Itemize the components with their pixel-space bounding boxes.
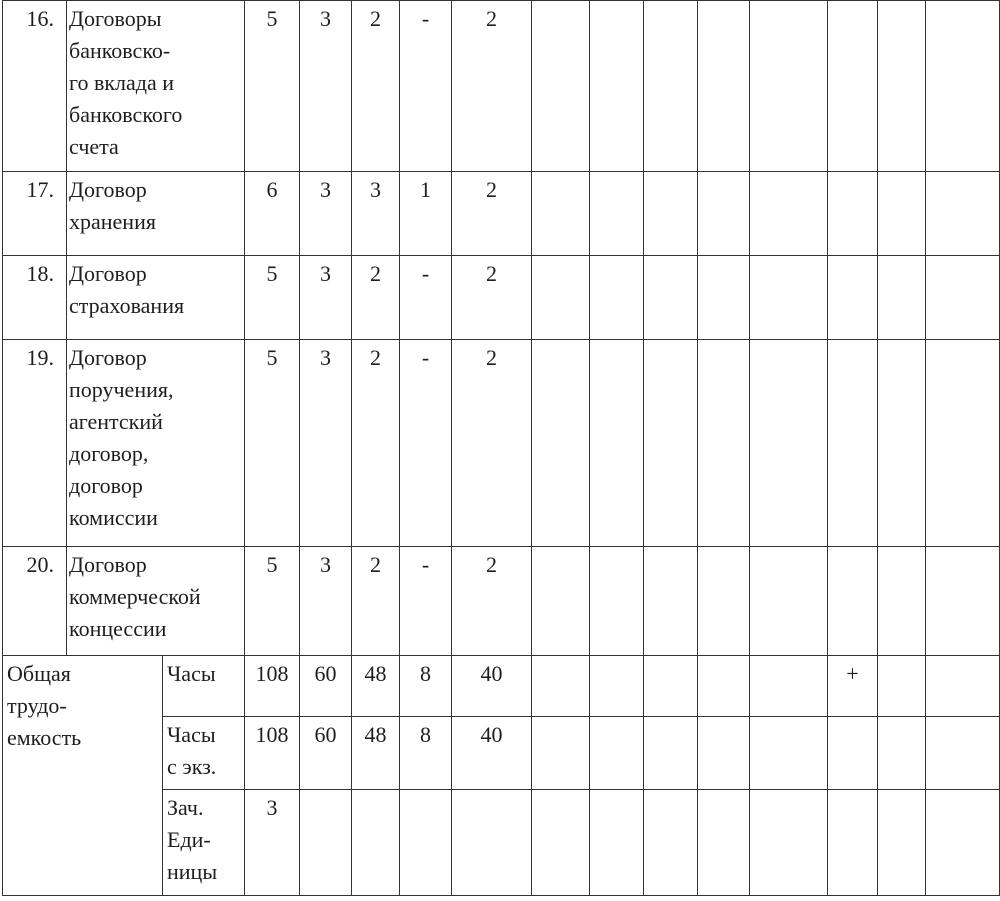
classroom-hours-cell: 60	[300, 717, 352, 790]
lecture-hours-cell: 2	[352, 547, 400, 656]
empty-cell	[698, 172, 750, 256]
self-study-hours-cell: 2	[452, 256, 532, 340]
empty-cell	[750, 717, 828, 790]
empty-cell	[698, 717, 750, 790]
lecture-hours-cell: 2	[352, 256, 400, 340]
empty-cell	[878, 790, 926, 896]
classroom-hours-cell: 3	[300, 340, 352, 547]
empty-cell	[590, 256, 644, 340]
empty-cell	[532, 547, 590, 656]
self-study-hours-cell: 2	[452, 547, 532, 656]
table-row	[3, 256, 1000, 340]
lecture-hours-cell: 3	[352, 172, 400, 256]
row-number: 17.	[3, 172, 67, 256]
empty-cell	[452, 790, 532, 896]
empty-cell	[532, 717, 590, 790]
table-row	[3, 1, 1000, 172]
course-hours-table	[2, 0, 1000, 896]
exam-mark-cell: +	[828, 656, 878, 717]
empty-cell	[878, 172, 926, 256]
total-hours-cell: 5	[245, 256, 300, 340]
empty-cell	[644, 340, 698, 547]
classroom-hours-cell: 3	[300, 1, 352, 172]
credit-units-cell: 3	[245, 790, 300, 896]
empty-cell	[878, 256, 926, 340]
total-hours-cell: 108	[245, 656, 300, 717]
total-hours-cell: 6	[245, 172, 300, 256]
self-study-hours-cell: 40	[452, 656, 532, 717]
empty-cell	[532, 790, 590, 896]
self-study-hours-cell: 2	[452, 1, 532, 172]
empty-cell	[828, 717, 878, 790]
empty-cell	[590, 547, 644, 656]
table-row	[3, 547, 1000, 656]
empty-cell	[590, 790, 644, 896]
empty-cell	[828, 172, 878, 256]
empty-cell	[750, 656, 828, 717]
empty-cell	[532, 172, 590, 256]
empty-cell	[750, 790, 828, 896]
empty-cell	[878, 717, 926, 790]
topic-name: Договор хранения	[67, 172, 245, 256]
empty-cell	[926, 256, 1000, 340]
empty-cell	[698, 790, 750, 896]
self-study-hours-cell: 2	[452, 172, 532, 256]
empty-cell	[644, 172, 698, 256]
empty-cell	[750, 256, 828, 340]
empty-cell	[878, 1, 926, 172]
empty-cell	[352, 790, 400, 896]
topic-name: Договор коммерческой концессии	[67, 547, 245, 656]
empty-cell	[590, 340, 644, 547]
empty-cell	[532, 340, 590, 547]
empty-cell	[926, 547, 1000, 656]
empty-cell	[644, 1, 698, 172]
interactive-hours-cell: -	[400, 547, 452, 656]
lecture-hours-cell: 48	[352, 656, 400, 717]
empty-cell	[644, 256, 698, 340]
empty-cell	[878, 547, 926, 656]
interactive-hours-cell: 8	[400, 656, 452, 717]
empty-cell	[532, 256, 590, 340]
empty-cell	[644, 790, 698, 896]
classroom-hours-cell: 3	[300, 172, 352, 256]
total-row-label: Часы с экз.	[163, 717, 245, 790]
empty-cell	[926, 717, 1000, 790]
total-hours-cell: 108	[245, 717, 300, 790]
empty-cell	[532, 1, 590, 172]
total-workload-label: Общая трудо- емкость	[3, 656, 163, 896]
empty-cell	[878, 656, 926, 717]
total-row-label: Часы	[163, 656, 245, 717]
lecture-hours-cell: 2	[352, 340, 400, 547]
empty-cell	[300, 790, 352, 896]
interactive-hours-cell: 1	[400, 172, 452, 256]
empty-cell	[828, 340, 878, 547]
empty-cell	[828, 1, 878, 172]
empty-cell	[698, 547, 750, 656]
topic-name: Договор поручения, агентский договор, договор комиссии	[67, 340, 245, 547]
interactive-hours-cell: -	[400, 340, 452, 547]
total-row	[3, 656, 1000, 717]
classroom-hours-cell: 3	[300, 256, 352, 340]
empty-cell	[698, 1, 750, 172]
empty-cell	[926, 656, 1000, 717]
empty-cell	[644, 656, 698, 717]
empty-cell	[828, 256, 878, 340]
total-hours-cell: 5	[245, 1, 300, 172]
empty-cell	[926, 1, 1000, 172]
classroom-hours-cell: 3	[300, 547, 352, 656]
empty-cell	[590, 1, 644, 172]
lecture-hours-cell: 2	[352, 1, 400, 172]
interactive-hours-cell: -	[400, 256, 452, 340]
row-number: 20.	[3, 547, 67, 656]
row-number: 16.	[3, 1, 67, 172]
interactive-hours-cell: 8	[400, 717, 452, 790]
topic-name: Договоры банковско- го вклада и банковского счета	[67, 1, 245, 172]
empty-cell	[532, 656, 590, 717]
total-hours-cell: 5	[245, 547, 300, 656]
empty-cell	[878, 340, 926, 547]
total-row-label: Зач. Еди- ницы	[163, 790, 245, 896]
empty-cell	[698, 656, 750, 717]
topic-name: Договор страхования	[67, 256, 245, 340]
empty-cell	[750, 547, 828, 656]
interactive-hours-cell: -	[400, 1, 452, 172]
self-study-hours-cell: 40	[452, 717, 532, 790]
total-hours-cell: 5	[245, 340, 300, 547]
empty-cell	[750, 340, 828, 547]
empty-cell	[644, 547, 698, 656]
empty-cell	[828, 790, 878, 896]
empty-cell	[400, 790, 452, 896]
row-number: 19.	[3, 340, 67, 547]
table-row	[3, 172, 1000, 256]
empty-cell	[926, 340, 1000, 547]
table-row	[3, 340, 1000, 547]
empty-cell	[590, 172, 644, 256]
empty-cell	[698, 340, 750, 547]
empty-cell	[750, 1, 828, 172]
empty-cell	[926, 790, 1000, 896]
empty-cell	[644, 717, 698, 790]
empty-cell	[828, 547, 878, 656]
self-study-hours-cell: 2	[452, 340, 532, 547]
empty-cell	[698, 256, 750, 340]
row-number: 18.	[3, 256, 67, 340]
empty-cell	[926, 172, 1000, 256]
lecture-hours-cell: 48	[352, 717, 400, 790]
empty-cell	[590, 717, 644, 790]
empty-cell	[590, 656, 644, 717]
empty-cell	[750, 172, 828, 256]
classroom-hours-cell: 60	[300, 656, 352, 717]
